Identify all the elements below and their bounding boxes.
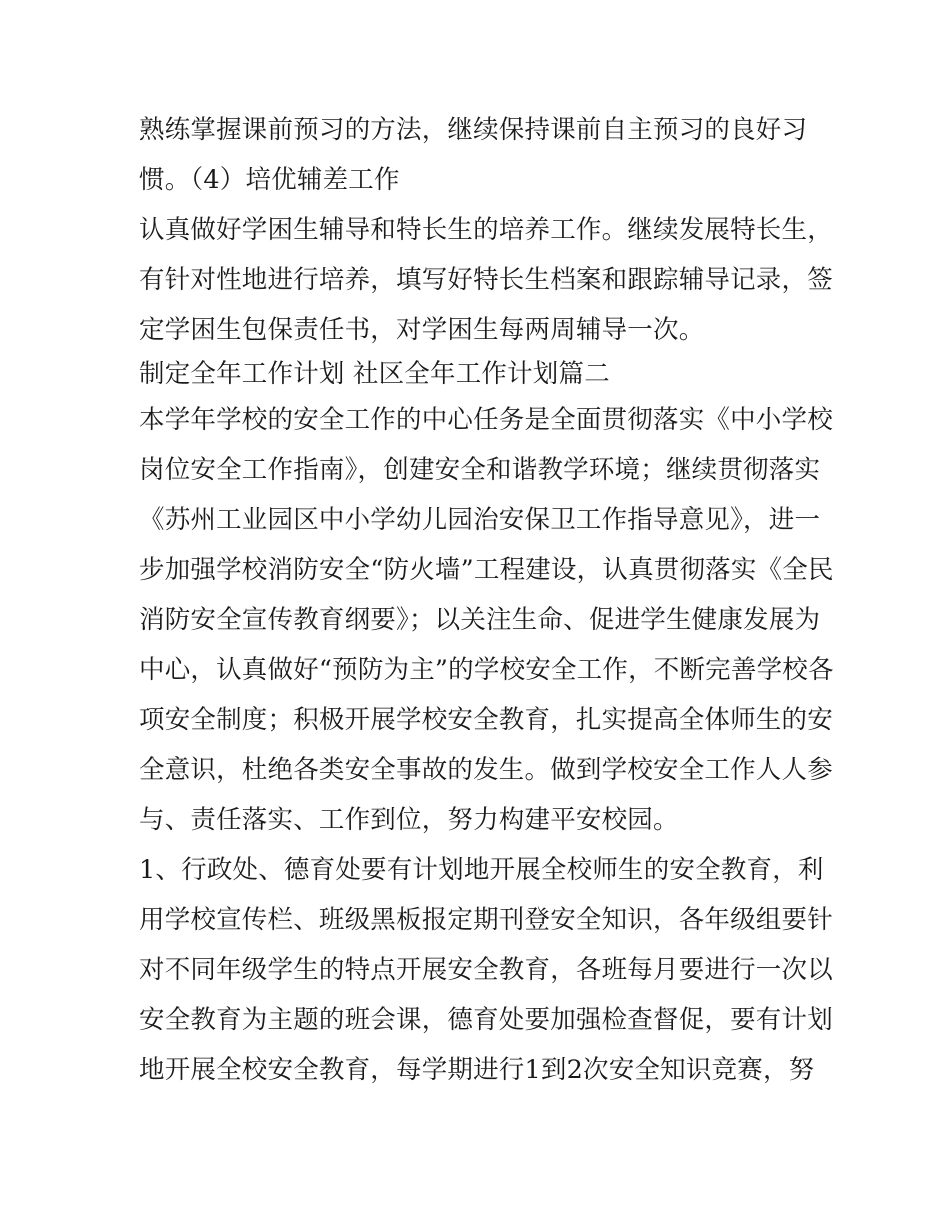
text-line: 项安全制度；积极开展学校安全教育，扎实提高全体师生的安 [139,705,833,735]
text-line: 《苏州工业园区中小学幼儿园治安保卫工作指导意见》，进一 [139,505,821,535]
document-body [139,108,834,1092]
text-line: 步加强学校消防安全“防火墙”工程建设，认真贯彻落实《全民 [139,555,834,585]
text-line: 有针对性地进行培养，填写好特长生档案和跟踪辅导记录，签 [139,265,833,295]
text-line: 岗位安全工作指南》，创建安全和谐教学环境；继续贯彻落实 [139,455,821,485]
section-heading: 制定全年工作计划 社区全年工作计划篇二 [139,359,610,389]
text-line: 定学困生包保责任书，对学困生每两周辅导一次。 [139,315,705,345]
text-line: 安全教育为主题的班会课，德育处要加强检查督促，要有计划 [139,1005,833,1035]
text-line: 地开展全校安全教育，每学期进行1到2次安全知识竞赛，努 [139,1055,815,1085]
text-line: 消防安全宣传教育纲要》；以关注生命、促进学生健康发展为 [139,605,821,635]
text-line: 与、责任落实、工作到位，努力构建平安校园。 [139,805,679,835]
text-line: 全意识，杜绝各类安全事故的发生。做到学校安全工作人人参 [139,755,833,785]
text-line: 熟练掌握课前预习的方法，继续保持课前自主预习的良好习 [139,115,808,145]
text-line: 中心，认真做好“预防为主”的学校安全工作，不断完善学校各 [139,655,834,685]
text-line: 1、行政处、德育处要有计划地开展全校师生的安全教育，利 [139,855,824,885]
text-line: 惯。（4）培优辅差工作 [139,165,400,195]
text-line: 对不同年级学生的特点开展安全教育，各班每月要进行一次以 [139,955,833,985]
text-line: 本学年学校的安全工作的中心任务是全面贯彻落实《中小学校 [139,405,833,435]
text-line: 认真做好学困生辅导和特长生的培养工作。继续发展特长生， [139,215,833,245]
text-line: 用学校宣传栏、班级黑板报定期刊登安全知识，各年级组要针 [139,905,833,935]
